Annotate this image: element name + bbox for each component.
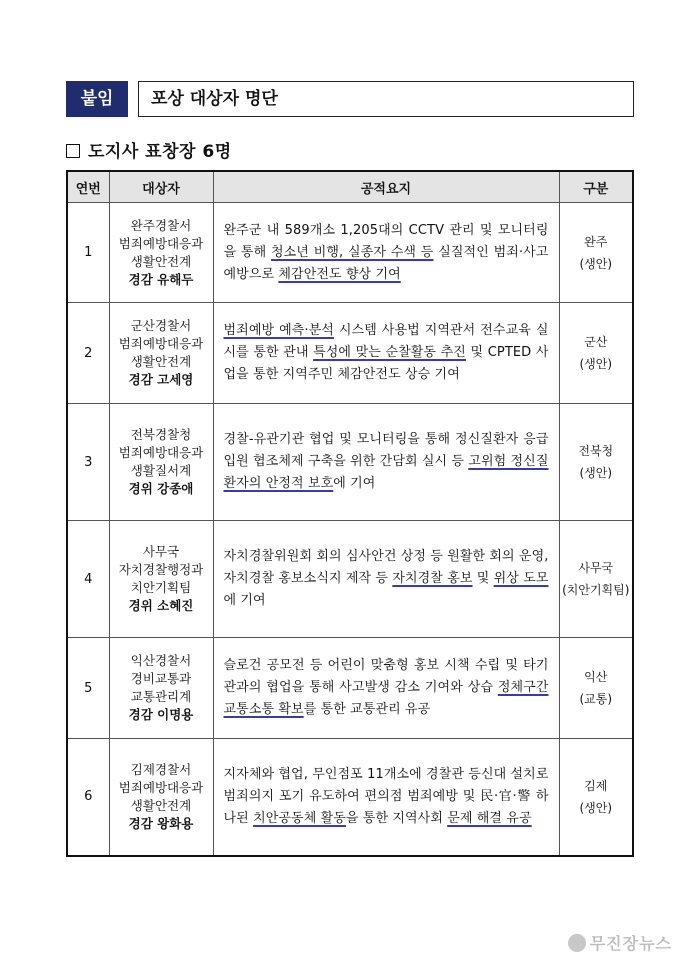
category-dept: (생안) bbox=[579, 466, 613, 480]
category-cell bbox=[559, 521, 633, 638]
merit-highlight: 범죄예방 예측·분석 bbox=[223, 323, 334, 338]
category-dept: (교통) bbox=[579, 692, 613, 706]
table-row bbox=[67, 521, 633, 638]
merit-highlight: 정체구간 교통소통 확보 bbox=[223, 680, 549, 717]
merit-cell bbox=[213, 739, 559, 856]
org-line: 사무국 bbox=[142, 544, 180, 559]
category-dept: (생안) bbox=[579, 800, 613, 815]
merit-text: 및 CPTED 사업을 통한 지역주민 체감안전도 상승 기여 bbox=[223, 345, 549, 382]
merit-highlight: 체감안전도 향상 기여 bbox=[278, 266, 401, 282]
section-heading-text: 도지사 표창장 6명 bbox=[88, 142, 232, 162]
target-cell bbox=[109, 739, 213, 856]
merit-text: 및 bbox=[472, 571, 494, 586]
org-line: 범죄예방대응과 bbox=[118, 336, 204, 351]
category-dept: (생안) bbox=[579, 256, 613, 271]
category-dept: (생안) bbox=[579, 357, 613, 371]
row-number: 4 bbox=[67, 521, 109, 638]
rank-name: 경감 유해두 bbox=[128, 271, 194, 287]
category-cell bbox=[559, 739, 633, 856]
org-line: 전북경찰청 bbox=[130, 427, 192, 442]
header-no: 연번 bbox=[67, 171, 109, 203]
table-row bbox=[67, 404, 633, 521]
merit-highlight: 위상 도모 bbox=[493, 571, 549, 586]
rank-name: 경감 고세영 bbox=[128, 372, 194, 387]
table-header-row bbox=[67, 171, 633, 203]
merit-highlight: 특성에 맞는 순찰활동 추진 bbox=[313, 345, 466, 360]
merit-cell bbox=[213, 521, 559, 638]
merit-text: 시스템 사용법 지역관서 전수교육 실시를 통한 관내 bbox=[223, 323, 549, 360]
merit-cell bbox=[213, 303, 559, 404]
merit-highlight: 자치경찰 홍보 bbox=[392, 571, 473, 586]
merit-text: 에 기여 bbox=[333, 476, 376, 491]
org-line: 교통관리계 bbox=[130, 689, 192, 704]
table-row bbox=[67, 203, 633, 303]
row-number: 6 bbox=[67, 739, 109, 856]
category-region: 군산 bbox=[584, 335, 608, 349]
row-number: 5 bbox=[67, 638, 109, 739]
table-row bbox=[67, 638, 633, 739]
merit-text: 을 통한 지역사회 bbox=[345, 810, 448, 826]
watermark-text: 무진장뉴스 bbox=[589, 934, 672, 953]
table-row bbox=[67, 739, 633, 856]
merit-cell bbox=[213, 404, 559, 521]
target-cell bbox=[109, 303, 213, 404]
merit-highlight: 고위험 정신질환자의 안정적 보호 bbox=[223, 454, 549, 491]
annex-tag: 붙임 bbox=[66, 81, 128, 117]
category-cell bbox=[559, 203, 633, 303]
merit-text: 지자체와 협업, 무인점포 11개소에 경찰관 등신대 설치로 범죄의지 포기 유도하여 편의점 범죄예방 및 民·官·警 하나된 bbox=[223, 766, 549, 826]
org-line: 생활안전계 bbox=[130, 253, 192, 269]
rank-name: 경위 소혜진 bbox=[128, 598, 194, 613]
merit-text: 경찰-유관기관 협업 및 모니터링을 통해 정신질환자 응급입원 협조체제 구축을 위한 간담회 실시 등 bbox=[223, 432, 549, 469]
watermark bbox=[568, 931, 672, 954]
category-dept: (치안기획팀) bbox=[562, 583, 630, 597]
org-line: 범죄예방대응과 bbox=[118, 235, 204, 251]
org-line: 자치경찰행정과 bbox=[118, 562, 204, 577]
merit-highlight: 치안공동체 활동 bbox=[253, 810, 346, 826]
rank-name: 경감 왕화용 bbox=[128, 815, 194, 831]
org-line: 생활질서계 bbox=[130, 463, 192, 478]
header-category: 구분 bbox=[559, 171, 633, 203]
merit-text: 완주군 내 589개소 1,205대의 CCTV 관리 및 모니터링을 통해 bbox=[223, 222, 549, 260]
rank-name: 경감 이명용 bbox=[128, 707, 194, 722]
row-number: 3 bbox=[67, 404, 109, 521]
category-region: 전북청 bbox=[578, 444, 614, 458]
org-line: 경비교통과 bbox=[130, 671, 192, 686]
section-heading bbox=[66, 137, 232, 162]
merit-highlight: 문제 해결 유공 bbox=[447, 810, 532, 826]
news-logo-icon bbox=[568, 934, 586, 952]
award-table bbox=[66, 170, 634, 857]
org-line: 익산경찰서 bbox=[130, 653, 192, 668]
merit-text: 에 기여 bbox=[223, 593, 266, 608]
category-cell bbox=[559, 303, 633, 404]
org-line: 범죄예방대응과 bbox=[118, 445, 204, 460]
org-line: 범죄예방대응과 bbox=[118, 779, 204, 795]
category-region: 김제 bbox=[584, 778, 608, 793]
org-line: 김제경찰서 bbox=[130, 761, 192, 777]
org-line: 군산경찰서 bbox=[130, 318, 192, 333]
merit-cell bbox=[213, 638, 559, 739]
row-number: 2 bbox=[67, 303, 109, 404]
org-line: 생활안전계 bbox=[130, 797, 192, 813]
category-cell bbox=[559, 638, 633, 739]
header-merit: 공적요지 bbox=[213, 171, 559, 203]
category-region: 익산 bbox=[584, 670, 608, 684]
checkbox-square-icon bbox=[66, 144, 80, 158]
annex-header bbox=[66, 81, 634, 117]
category-region: 사무국 bbox=[578, 561, 614, 575]
merit-text: 슬로건 공모전 등 어린이 맞춤형 홍보 시책 수립 및 타기관과의 협업을 통해 사고발생 감소 기여와 상습 bbox=[223, 658, 549, 695]
target-cell bbox=[109, 521, 213, 638]
org-line: 치안기획팀 bbox=[130, 580, 192, 595]
table-row bbox=[67, 303, 633, 404]
merit-text: 실질적인 범죄·사고 예방으로 bbox=[223, 244, 549, 282]
header-target: 대상자 bbox=[109, 171, 213, 203]
target-cell bbox=[109, 404, 213, 521]
merit-text: 자치경찰위원회 회의 심사안건 상정 등 원활한 회의 운영, 자치경찰 홍보소식지 제작 등 bbox=[223, 549, 549, 586]
row-number: 1 bbox=[67, 203, 109, 303]
target-cell bbox=[109, 203, 213, 303]
merit-highlight: 청소년 비행, 실종자 수색 등 bbox=[270, 244, 434, 260]
target-cell bbox=[109, 638, 213, 739]
merit-text: 를 통한 교통관리 유공 bbox=[303, 702, 431, 717]
org-line: 생활안전계 bbox=[130, 354, 192, 369]
rank-name: 경위 강종애 bbox=[128, 481, 194, 496]
category-region: 완주 bbox=[584, 234, 608, 249]
merit-cell bbox=[213, 203, 559, 303]
org-line: 완주경찰서 bbox=[130, 217, 192, 233]
annex-title: 포상 대상자 명단 bbox=[138, 81, 634, 117]
category-cell bbox=[559, 404, 633, 521]
